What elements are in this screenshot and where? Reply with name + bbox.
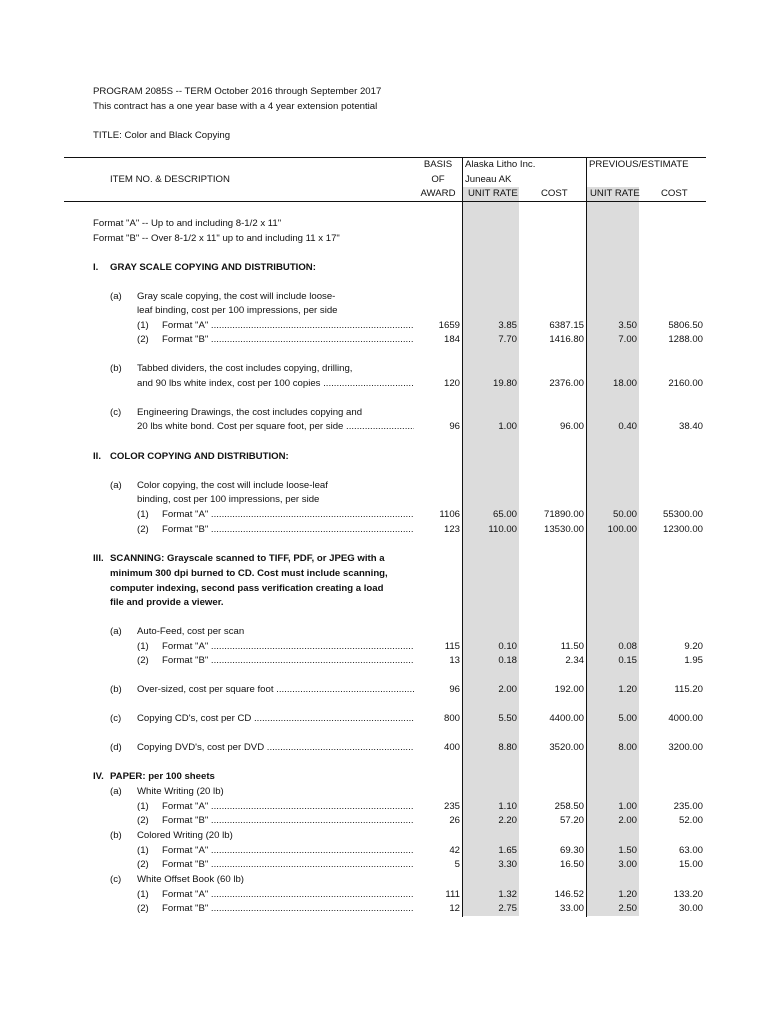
- prev-unit-rate-value: 1.20: [618, 889, 637, 900]
- section-iii-line: computer indexing, second pass verification creating a load: [110, 583, 384, 594]
- cost-value: 6387.15: [549, 320, 584, 331]
- item-text: White Offset Book (60 lb): [137, 874, 244, 885]
- section-ii-title: COLOR COPYING AND DISTRIBUTION:: [110, 451, 289, 462]
- basis-value: 400: [443, 742, 460, 753]
- cost-value: 4400.00: [549, 713, 584, 724]
- section-iii-line: SCANNING: Grayscale scanned to TIFF, PDF, or JPEG with a: [110, 553, 385, 564]
- section-iv-title: PAPER: per 100 sheets: [110, 771, 215, 782]
- prev-unit-rate-value: 5.00: [618, 713, 637, 724]
- section-i-title: GRAY SCALE COPYING AND DISTRIBUTION:: [110, 262, 316, 273]
- prev-cost-value: 4000.00: [668, 713, 703, 724]
- item-letter: (d): [110, 742, 122, 753]
- cost-value: 96.00: [559, 421, 584, 432]
- prev-cost-value: 3200.00: [668, 742, 703, 753]
- basis-value: 96: [449, 421, 460, 432]
- basis-value: 13: [449, 655, 460, 666]
- prev-cost-value: 52.00: [678, 815, 703, 826]
- unit-rate-value: 110.00: [488, 524, 517, 535]
- item-letter: (c): [110, 874, 122, 885]
- row-label: Copying CD's, cost per CD .....: [137, 713, 414, 724]
- row-label: Format "A" .....: [162, 509, 414, 520]
- prev-cost-value: 1.95: [684, 655, 703, 666]
- item-letter: (b): [110, 363, 122, 374]
- section-iv-number: IV.: [93, 771, 104, 782]
- basis-value: 800: [443, 713, 460, 724]
- basis-value: 5: [454, 859, 460, 870]
- basis-value: 1659: [438, 320, 460, 331]
- row-number: (2): [137, 655, 149, 666]
- row-label: Format "B" .....: [162, 903, 414, 914]
- basis-value: 26: [449, 815, 460, 826]
- prev-unit-rate-value: 2.00: [618, 815, 637, 826]
- previous-estimate-header: PREVIOUS/ESTIMATE: [589, 159, 689, 170]
- row-number: (2): [137, 334, 149, 345]
- prev-cost-value: 133.20: [673, 889, 703, 900]
- prev-unit-rate-value: 3.00: [618, 859, 637, 870]
- item-text: binding, cost per 100 impressions, per side: [137, 494, 320, 505]
- row-label: Over-sized, cost per square foot .....: [137, 684, 414, 695]
- row-label: Format "A" .....: [162, 641, 414, 652]
- row-label: Format "B" .....: [162, 815, 414, 826]
- header-bottom-rule: [64, 201, 706, 202]
- item-text: Engineering Drawings, the cost includes copying and: [137, 407, 363, 418]
- cost-header: COST: [541, 188, 568, 199]
- row-number: (1): [137, 509, 149, 520]
- cost-value: 57.20: [559, 815, 584, 826]
- prev-unit-rate-value: 0.15: [618, 655, 637, 666]
- item-letter: (b): [110, 830, 122, 841]
- prev-unit-rate-value: 7.00: [618, 334, 637, 345]
- cost-value: 1416.80: [549, 334, 584, 345]
- header-top-rule: [64, 157, 706, 158]
- prev-unit-rate-value: 100.00: [607, 524, 637, 535]
- unit-rate-value: 2.20: [498, 815, 517, 826]
- row-number: (1): [137, 845, 149, 856]
- basis-header-3: AWARD: [420, 188, 456, 199]
- prev-unit-rate-value: 18.00: [612, 378, 637, 389]
- prev-cost-value: 235.00: [673, 801, 703, 812]
- cost-value: 33.00: [559, 903, 584, 914]
- prev-unit-rate-value: 8.00: [618, 742, 637, 753]
- item-desc-header: ITEM NO. & DESCRIPTION: [110, 174, 230, 185]
- row-label: Format "B" .....: [162, 334, 414, 345]
- basis-header-1: BASIS: [423, 159, 453, 170]
- item-letter: (a): [110, 786, 122, 797]
- basis-value: 120: [443, 378, 460, 389]
- item-letter: (c): [110, 713, 122, 724]
- cost-value: 192.00: [554, 684, 584, 695]
- item-text: Auto-Feed, cost per scan: [137, 626, 245, 637]
- vendor-divider: [586, 157, 587, 917]
- basis-value: 111: [445, 889, 460, 900]
- item-text: Tabbed dividers, the cost includes copying, drilling,: [137, 363, 353, 374]
- cost-value: 71890.00: [543, 509, 584, 520]
- row-label: Format "B" .....: [162, 859, 414, 870]
- item-text: Gray scale copying, the cost will include loose-: [137, 291, 336, 302]
- basis-value: 42: [449, 845, 460, 856]
- prev-unit-rate-value: 0.40: [618, 421, 637, 432]
- item-text: Color copying, the cost will include loose-leaf: [137, 480, 328, 491]
- row-number: (1): [137, 641, 149, 652]
- prev-unit-rate-value: 1.00: [618, 801, 637, 812]
- unit-rate-value: 8.80: [498, 742, 517, 753]
- row-label: Format "A" .....: [162, 845, 414, 856]
- basis-value: 184: [443, 334, 460, 345]
- item-letter: (a): [110, 626, 122, 637]
- cost-value: 16.50: [559, 859, 584, 870]
- prev-unit-rate-value: 1.20: [618, 684, 637, 695]
- cost-value: 258.50: [554, 801, 584, 812]
- unit-rate-value: 1.65: [498, 845, 517, 856]
- prev-cost-value: 55300.00: [662, 509, 703, 520]
- prev-cost-value: 12300.00: [662, 524, 703, 535]
- row-number: (1): [137, 889, 149, 900]
- format-b-note: Format "B" -- Over 8-1/2 x 11" up to and including 11 x 17": [93, 233, 340, 244]
- prev-cost-header: COST: [661, 188, 688, 199]
- basis-value: 115: [444, 641, 460, 652]
- prev-cost-value: 15.00: [678, 859, 703, 870]
- item-letter: (c): [110, 407, 122, 418]
- prev-cost-value: 2160.00: [668, 378, 703, 389]
- unit-rate-value: 1.32: [498, 889, 517, 900]
- item-text: White Writing (20 lb): [137, 786, 224, 797]
- prev-unit-rate-header: UNIT RATE: [590, 188, 640, 199]
- unit-rate-value: 0.18: [498, 655, 517, 666]
- row-label: Copying DVD's, cost per DVD .....: [137, 742, 414, 753]
- cost-value: 11.50: [560, 641, 584, 652]
- basis-value: 96: [449, 684, 460, 695]
- prev-cost-value: 1288.00: [668, 334, 703, 345]
- cost-value: 2376.00: [549, 378, 584, 389]
- prev-cost-value: 5806.50: [668, 320, 703, 331]
- section-i-number: I.: [93, 262, 99, 273]
- row-label: 20 lbs white bond. Cost per square foot, per side .....: [137, 421, 414, 432]
- row-number: (2): [137, 815, 149, 826]
- row-number: (1): [137, 801, 149, 812]
- section-iii-line: minimum 300 dpi burned to CD. Cost must include scanning,: [110, 568, 388, 579]
- item-letter: (b): [110, 684, 122, 695]
- row-label: Format "A" .....: [162, 889, 414, 900]
- unit-rate-value: 5.50: [498, 713, 517, 724]
- row-number: (2): [137, 524, 149, 535]
- section-iii-line: file and provide a viewer.: [110, 597, 224, 608]
- prev-cost-value: 63.00: [678, 845, 703, 856]
- prev-unit-rate-value: 1.50: [618, 845, 637, 856]
- prev-unit-rate-value: 0.08: [618, 641, 637, 652]
- unit-rate-value: 0.10: [498, 641, 517, 652]
- item-letter: (a): [110, 291, 122, 302]
- basis-value: 1106: [439, 509, 460, 520]
- unit-rate-value: 1.00: [498, 421, 517, 432]
- prev-cost-value: 115.20: [674, 684, 703, 695]
- contract-line: This contract has a one year base with a 4 year extension potential: [93, 101, 378, 112]
- unit-rate-header: UNIT RATE: [468, 188, 518, 199]
- unit-rate-value: 65.00: [492, 509, 517, 520]
- program-line: PROGRAM 2085S -- TERM October 2016 through September 2017: [93, 86, 382, 97]
- cost-value: 69.30: [559, 845, 584, 856]
- unit-rate-value: 3.30: [498, 859, 517, 870]
- prev-unit-rate-value: 3.50: [618, 320, 637, 331]
- vendor-location: Juneau AK: [465, 174, 512, 185]
- basis-header-2: OF: [431, 174, 445, 185]
- basis-value: 123: [443, 524, 460, 535]
- row-label: and 90 lbs white index, cost per 100 copies .....: [137, 378, 414, 389]
- cost-value: 3520.00: [549, 742, 584, 753]
- title-line: TITLE: Color and Black Copying: [93, 130, 231, 141]
- prev-cost-value: 30.00: [678, 903, 703, 914]
- unit-rate-value: 1.10: [498, 801, 517, 812]
- item-text: Colored Writing (20 lb): [137, 830, 233, 841]
- item-letter: (a): [110, 480, 122, 491]
- row-label: Format "A" .....: [162, 320, 414, 331]
- unit-rate-value: 19.80: [492, 378, 517, 389]
- basis-value: 12: [449, 903, 460, 914]
- row-label: Format "B" .....: [162, 655, 414, 666]
- prev-unit-rate-value: 50.00: [612, 509, 637, 520]
- unit-rate-value: 7.70: [498, 334, 517, 345]
- basis-value: 235: [443, 801, 460, 812]
- row-number: (2): [137, 859, 149, 870]
- row-number: (1): [137, 320, 149, 331]
- cost-value: 146.52: [554, 889, 584, 900]
- basis-divider: [462, 157, 463, 917]
- unit-rate-value: 2.75: [498, 903, 517, 914]
- row-number: (2): [137, 903, 149, 914]
- prev-cost-value: 38.40: [678, 421, 703, 432]
- item-text: leaf binding, cost per 100 impressions, per side: [137, 305, 338, 316]
- cost-value: 2.34: [565, 655, 584, 666]
- section-iii-number: III.: [93, 553, 104, 564]
- row-label: Format "A" .....: [162, 801, 414, 812]
- row-label: Format "B" .....: [162, 524, 414, 535]
- unit-rate-value: 2.00: [498, 684, 517, 695]
- section-ii-number: II.: [93, 451, 101, 462]
- vendor-name: Alaska Litho Inc.: [465, 159, 536, 170]
- format-a-note: Format "A" -- Up to and including 8-1/2 x 11": [93, 218, 282, 229]
- cost-value: 13530.00: [543, 524, 584, 535]
- prev-unit-rate-value: 2.50: [618, 903, 637, 914]
- unit-rate-value: 3.85: [498, 320, 517, 331]
- prev-cost-value: 9.20: [684, 641, 703, 652]
